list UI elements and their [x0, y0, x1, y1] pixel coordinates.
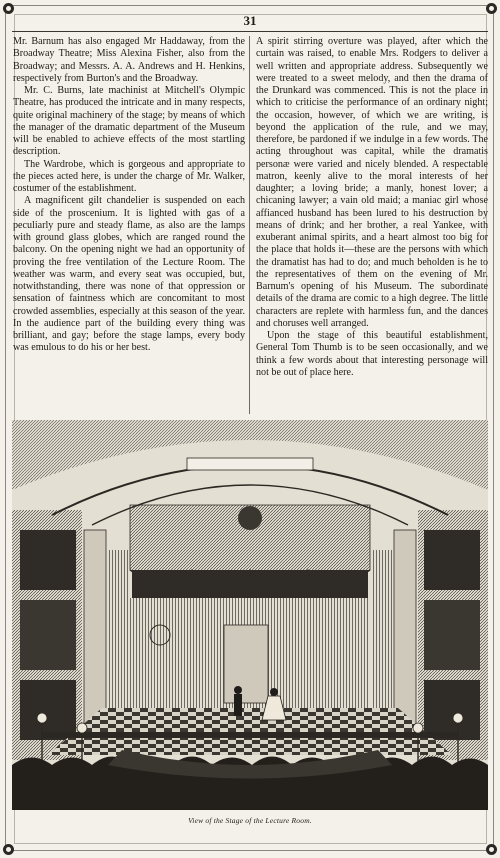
right-column	[256, 36, 488, 379]
page-number: 31	[243, 13, 257, 28]
engraving-lecture-room-stage	[12, 420, 488, 810]
illustration-caption: View of the Stage of the Lecture Room.	[188, 816, 312, 825]
column-divider	[249, 36, 250, 414]
paragraph-wardrobe: The Wardrobe, which is gorgeous and appropriate to the pieces acted here, is under the charge of Mr. Walker, costumer of the establishment.	[13, 158, 245, 194]
corner-ornament	[3, 844, 14, 855]
paragraph-chandelier: A magnificent gilt chandelier is suspended on each side of the proscenium. It is lighted with gas of a peculiarly pure and steady flame, as also are the lamps with ground glass globes, which are ranged round the balcony. On the opening night we had an opportunity of proving the free ventilation of the Lecture Room. The weather was warm, and every seat was occupied, but, notwithstanding, there was none of that oppression or sensation of faintness which are concomitant to most crowded assemblies, especially at this season of the year. In the audience part of the building every thing was brilliant, and gay; before the stage lamps, every body was emulous to do his or her best.	[13, 195, 245, 354]
paragraph-burns: Mr. C. Burns, late machinist at Mitchell's Olympic Theatre, has produced the intricate and in many respects, quite original machinery of the stage; by means of which the manager of the dramatic department of the Museum will be enabled to achieve effects of the most startling description.	[13, 85, 245, 158]
paragraph-haddaway: Mr. Barnum has also engaged Mr Haddaway, from the Broadway Theatre; Miss Alexina Fisher, also from the Broadway; and Messrs. A. A. Andrews and H. Henkins, respectively from Burton's and the Broadway.	[13, 36, 245, 84]
header-rule	[12, 31, 488, 32]
corner-ornament	[486, 844, 497, 855]
paragraph-tom-thumb: Upon the stage of this beautiful establishment, General Tom Thumb is to be seen occasionally, and we think a few words about that interesting personage will not be out of place here.	[256, 330, 488, 378]
left-column	[13, 36, 245, 355]
paragraph-overture: A spirit stirring overture was played, after which the curtain was raised, to enable Mrs. Rodgers to deliver a well written and appropriate address. Subsequently we were treated to a sweet melody, and then the drama of the Drunkard was commenced. This is not the place in which to criticise the performance of an ordinary night; the occasion, however, of which we are writing, is beyond the application of the rule, and we may, therefore, be pardoned if we indulge in a few words. The acting throughout was capital, while the dramatis personæ were varied and nicely blended. A respectable matron, keenly alive to the moral interests of her daughter; a loving bride; a manly, honest lover; a chicaning lawyer; a vain old maid; a maniac girl whose affianced husband has been lured to his destruction by means of drink; and her brother, a real Yankee, with exuberant animal spirits, and a heart almost too big for the place that holds it—these are the persons with which the dramatist has had to do; and much beholden is he to the representatives of them on the evening of Mr. Barnum's opening of his Museum. The subordinate details of the drama are comic to a high degree. The little characters are replete with harmless fun, and the dances and choruses well arranged.	[256, 36, 488, 329]
